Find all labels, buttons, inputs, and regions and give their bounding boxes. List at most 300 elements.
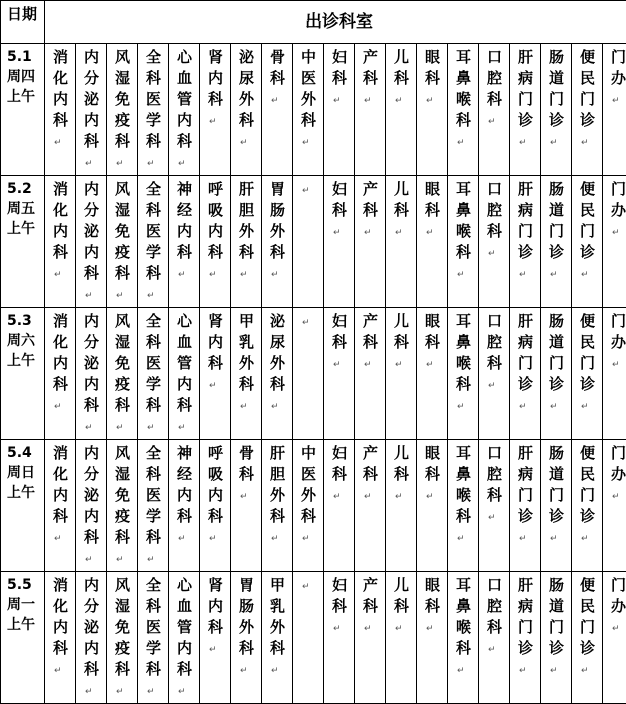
cell-end-mark: ↵ [581, 402, 589, 412]
cell-end-mark: ↵ [612, 492, 620, 502]
department-name: 便民门诊 [580, 180, 595, 261]
department-name: 中医外科 [301, 48, 316, 129]
department-cell [107, 440, 138, 572]
cell-end-mark: ↵ [147, 423, 155, 433]
cell-end-mark: ↵ [240, 402, 248, 412]
department-name: 心血管内科 [177, 576, 192, 678]
cell-end-mark: ↵ [426, 96, 434, 106]
department-name: 甲乳外科 [270, 576, 285, 657]
department-name: 妇科 [332, 48, 347, 87]
cell-end-mark: ↵ [240, 270, 248, 280]
department-name: 肾内科 [208, 576, 223, 636]
department-name: 全科医学科 [146, 180, 161, 282]
department-name: 耳鼻喉科 [456, 576, 471, 657]
cell-end-mark: ↵ [271, 666, 279, 676]
cell-end-mark: ↵ [519, 402, 527, 412]
department-name: 妇科 [332, 444, 347, 483]
cell-end-mark: ↵ [550, 402, 558, 412]
department-cell [386, 572, 417, 704]
cell-end-mark: ↵ [550, 534, 558, 544]
cell-end-mark: ↵ [209, 270, 217, 280]
department-cell [293, 572, 324, 704]
department-cell [169, 176, 200, 308]
department-cell [386, 440, 417, 572]
department-name: 肝病门诊 [518, 312, 533, 393]
department-name: 儿科 [394, 312, 409, 351]
department-cell [231, 176, 262, 308]
date-cell [1, 572, 45, 704]
cell-end-mark: ↵ [302, 534, 310, 544]
department-name: 产科 [363, 576, 378, 615]
cell-end-mark: ↵ [147, 687, 155, 697]
department-name: 门办 [611, 48, 626, 87]
cell-end-mark: ↵ [178, 687, 186, 697]
department-name: 便民门诊 [580, 312, 595, 393]
department-name: 眼科 [425, 48, 440, 87]
department-name: 眼科 [425, 444, 440, 483]
department-cell [324, 44, 355, 176]
cell-end-mark: ↵ [581, 138, 589, 148]
department-cell [293, 176, 324, 308]
department-cell [293, 308, 324, 440]
department-cell [138, 308, 169, 440]
cell-end-mark: ↵ [147, 159, 155, 169]
department-cell [231, 308, 262, 440]
cell-end-mark: ↵ [178, 159, 186, 169]
department-name: 骨科 [270, 48, 285, 87]
department-name: 肝病门诊 [518, 48, 533, 129]
department-name: 心血管内科 [177, 48, 192, 150]
cell-end-mark: ↵ [426, 360, 434, 370]
department-name: 产科 [363, 312, 378, 351]
department-cell [572, 308, 603, 440]
cell-end-mark: ↵ [457, 666, 465, 676]
department-cell [603, 176, 626, 308]
department-cell [386, 176, 417, 308]
department-cell [417, 308, 448, 440]
department-name: 肾内科 [208, 312, 223, 372]
department-cell [262, 308, 293, 440]
cell-end-mark: ↵ [457, 534, 465, 544]
cell-end-mark: ↵ [116, 159, 124, 169]
department-name: 内分泌内科 [84, 444, 99, 546]
department-name: 消化内科 [53, 180, 68, 261]
cell-end-mark: ↵ [395, 96, 403, 106]
department-name: 门办 [611, 576, 626, 615]
cell-end-mark: ↵ [364, 228, 372, 238]
department-cell [324, 176, 355, 308]
department-name: 呼吸内科 [208, 180, 223, 261]
department-name: 肝病门诊 [518, 180, 533, 261]
cell-end-mark: ↵ [54, 666, 62, 676]
department-cell [45, 176, 76, 308]
cell-end-mark: ↵ [519, 666, 527, 676]
cell-end-mark: ↵ [488, 381, 496, 391]
department-cell [448, 176, 479, 308]
cell-end-mark: ↵ [209, 534, 217, 544]
department-name: 便民门诊 [580, 576, 595, 657]
cell-end-mark: ↵ [85, 423, 93, 433]
department-name: 肠道门诊 [549, 48, 564, 129]
cell-end-mark: ↵ [116, 291, 124, 301]
department-name: 消化内科 [53, 312, 68, 393]
cell-end-mark: ↵ [302, 318, 310, 328]
department-name: 儿科 [394, 48, 409, 87]
department-cell [231, 440, 262, 572]
department-cell [293, 440, 324, 572]
cell-end-mark: ↵ [395, 228, 403, 238]
department-cell [169, 572, 200, 704]
department-cell [200, 440, 231, 572]
cell-end-mark: ↵ [612, 624, 620, 634]
department-cell [324, 572, 355, 704]
cell-end-mark: ↵ [426, 624, 434, 634]
date-text: 5.5周一上午 [7, 577, 35, 633]
department-name: 肠道门诊 [549, 444, 564, 525]
cell-end-mark: ↵ [333, 96, 341, 106]
department-name: 耳鼻喉科 [456, 312, 471, 393]
cell-end-mark: ↵ [147, 555, 155, 565]
department-name: 妇科 [332, 180, 347, 219]
department-cell [138, 572, 169, 704]
cell-end-mark: ↵ [271, 402, 279, 412]
department-name: 肝胆外科 [239, 180, 254, 261]
department-name: 甲乳外科 [239, 312, 254, 393]
department-title: 出诊科室 [45, 1, 626, 44]
department-cell [355, 44, 386, 176]
department-name: 内分泌内科 [84, 48, 99, 150]
cell-end-mark: ↵ [209, 645, 217, 655]
department-cell [231, 572, 262, 704]
cell-end-mark: ↵ [364, 624, 372, 634]
department-cell [169, 44, 200, 176]
cell-end-mark: ↵ [426, 492, 434, 502]
department-cell [417, 176, 448, 308]
department-name: 口腔科 [487, 576, 502, 636]
cell-end-mark: ↵ [178, 270, 186, 280]
department-name: 泌尿外科 [239, 48, 254, 129]
department-name: 神经内科 [177, 444, 192, 525]
department-cell [541, 572, 572, 704]
department-cell [76, 176, 107, 308]
department-cell [324, 440, 355, 572]
cell-end-mark: ↵ [488, 645, 496, 655]
department-cell [386, 308, 417, 440]
department-cell [603, 440, 626, 572]
department-cell [448, 440, 479, 572]
cell-end-mark: ↵ [209, 381, 217, 391]
department-cell [262, 176, 293, 308]
department-cell [76, 572, 107, 704]
department-cell [324, 308, 355, 440]
schedule-row [1, 440, 626, 572]
department-name: 全科医学科 [146, 312, 161, 414]
cell-end-mark: ↵ [240, 138, 248, 148]
cell-end-mark: ↵ [178, 534, 186, 544]
cell-end-mark: ↵ [519, 270, 527, 280]
department-name: 肝病门诊 [518, 444, 533, 525]
department-name: 泌尿外科 [270, 312, 285, 393]
department-cell [107, 44, 138, 176]
cell-end-mark: ↵ [333, 228, 341, 238]
department-name: 眼科 [425, 312, 440, 351]
department-name: 肠道门诊 [549, 312, 564, 393]
department-name: 门办 [611, 312, 626, 351]
cell-end-mark: ↵ [519, 138, 527, 148]
department-name: 风湿免疫科 [115, 180, 130, 282]
department-name: 风湿免疫科 [115, 48, 130, 150]
department-name: 全科医学科 [146, 48, 161, 150]
department-name: 妇科 [332, 312, 347, 351]
date-cell [1, 44, 45, 176]
department-cell [479, 440, 510, 572]
department-cell [200, 44, 231, 176]
department-name: 胃肠外科 [270, 180, 285, 261]
department-name: 风湿免疫科 [115, 312, 130, 414]
cell-end-mark: ↵ [612, 360, 620, 370]
department-cell [262, 44, 293, 176]
department-name: 儿科 [394, 180, 409, 219]
department-cell [355, 440, 386, 572]
department-cell [479, 176, 510, 308]
department-cell [138, 440, 169, 572]
department-cell [603, 308, 626, 440]
cell-end-mark: ↵ [519, 534, 527, 544]
department-name: 骨科 [239, 444, 254, 483]
department-name: 门办 [611, 180, 626, 219]
department-name: 呼吸内科 [208, 444, 223, 525]
department-cell [355, 176, 386, 308]
department-cell [479, 44, 510, 176]
date-cell [1, 308, 45, 440]
department-name: 口腔科 [487, 312, 502, 372]
cell-end-mark: ↵ [240, 492, 248, 502]
department-cell [262, 440, 293, 572]
department-cell [541, 176, 572, 308]
cell-end-mark: ↵ [240, 666, 248, 676]
department-name: 口腔科 [487, 48, 502, 108]
department-cell [572, 572, 603, 704]
cell-end-mark: ↵ [550, 138, 558, 148]
cell-end-mark: ↵ [612, 228, 620, 238]
cell-end-mark: ↵ [85, 687, 93, 697]
department-cell [510, 440, 541, 572]
cell-end-mark: ↵ [85, 159, 93, 169]
cell-end-mark: ↵ [302, 138, 310, 148]
cell-end-mark: ↵ [178, 423, 186, 433]
cell-end-mark: ↵ [364, 96, 372, 106]
department-cell [200, 176, 231, 308]
department-name: 儿科 [394, 444, 409, 483]
department-name: 中医外科 [301, 444, 316, 525]
cell-end-mark: ↵ [333, 360, 341, 370]
department-cell [76, 440, 107, 572]
schedule-row [1, 176, 626, 308]
date-text: 5.2周五上午 [7, 181, 35, 237]
department-cell [417, 44, 448, 176]
department-cell [479, 572, 510, 704]
department-cell [107, 308, 138, 440]
department-cell [200, 308, 231, 440]
cell-end-mark: ↵ [302, 582, 310, 592]
department-name: 风湿免疫科 [115, 444, 130, 546]
department-name: 耳鼻喉科 [456, 180, 471, 261]
department-name: 门办 [611, 444, 626, 483]
cell-end-mark: ↵ [85, 291, 93, 301]
department-cell [417, 572, 448, 704]
department-name: 妇科 [332, 576, 347, 615]
cell-end-mark: ↵ [395, 360, 403, 370]
cell-end-mark: ↵ [271, 270, 279, 280]
department-name: 风湿免疫科 [115, 576, 130, 678]
department-name: 便民门诊 [580, 444, 595, 525]
department-cell [510, 176, 541, 308]
date-text: 5.1周四上午 [7, 49, 35, 105]
department-name: 口腔科 [487, 180, 502, 240]
schedule-row [1, 44, 626, 176]
department-cell [541, 308, 572, 440]
department-cell [231, 44, 262, 176]
cell-end-mark: ↵ [426, 228, 434, 238]
department-cell [510, 44, 541, 176]
department-name: 胃肠外科 [239, 576, 254, 657]
department-name: 眼科 [425, 576, 440, 615]
department-cell [76, 44, 107, 176]
department-cell [386, 44, 417, 176]
department-cell [355, 572, 386, 704]
department-cell [541, 44, 572, 176]
department-cell [355, 308, 386, 440]
department-name: 产科 [363, 180, 378, 219]
department-cell [417, 440, 448, 572]
department-cell [45, 440, 76, 572]
cell-end-mark: ↵ [302, 186, 310, 196]
department-cell [45, 572, 76, 704]
department-name: 消化内科 [53, 48, 68, 129]
schedule-row [1, 572, 626, 704]
department-name: 肾内科 [208, 48, 223, 108]
department-cell [138, 176, 169, 308]
cell-end-mark: ↵ [364, 360, 372, 370]
department-cell [138, 44, 169, 176]
department-cell [45, 44, 76, 176]
cell-end-mark: ↵ [550, 666, 558, 676]
department-cell [448, 572, 479, 704]
department-name: 内分泌内科 [84, 312, 99, 414]
date-cell [1, 440, 45, 572]
department-cell [107, 176, 138, 308]
department-name: 心血管内科 [177, 312, 192, 414]
cell-end-mark: ↵ [550, 270, 558, 280]
department-name: 消化内科 [53, 444, 68, 525]
department-name: 神经内科 [177, 180, 192, 261]
department-name: 肝病门诊 [518, 576, 533, 657]
department-cell [541, 440, 572, 572]
cell-end-mark: ↵ [457, 402, 465, 412]
department-cell [169, 440, 200, 572]
department-name: 儿科 [394, 576, 409, 615]
cell-end-mark: ↵ [457, 270, 465, 280]
cell-end-mark: ↵ [457, 138, 465, 148]
header-row [1, 1, 626, 44]
department-cell [200, 572, 231, 704]
department-name: 产科 [363, 444, 378, 483]
date-text: 5.4周日上午 [7, 445, 35, 501]
department-cell [448, 44, 479, 176]
department-name: 口腔科 [487, 444, 502, 504]
cell-end-mark: ↵ [581, 666, 589, 676]
department-cell [603, 572, 626, 704]
department-name: 耳鼻喉科 [456, 444, 471, 525]
cell-end-mark: ↵ [209, 117, 217, 127]
department-name: 耳鼻喉科 [456, 48, 471, 129]
department-cell [293, 44, 324, 176]
department-cell [107, 572, 138, 704]
cell-end-mark: ↵ [271, 534, 279, 544]
department-name: 眼科 [425, 180, 440, 219]
cell-end-mark: ↵ [54, 270, 62, 280]
cell-end-mark: ↵ [54, 138, 62, 148]
cell-end-mark: ↵ [147, 291, 155, 301]
department-cell [572, 440, 603, 572]
department-cell [572, 44, 603, 176]
cell-end-mark: ↵ [333, 492, 341, 502]
department-name: 消化内科 [53, 576, 68, 657]
cell-end-mark: ↵ [54, 534, 62, 544]
department-cell [76, 308, 107, 440]
cell-end-mark: ↵ [395, 624, 403, 634]
cell-end-mark: ↵ [116, 687, 124, 697]
schedule-row [1, 308, 626, 440]
cell-end-mark: ↵ [54, 402, 62, 412]
cell-end-mark: ↵ [116, 555, 124, 565]
department-cell [448, 308, 479, 440]
department-cell [262, 572, 293, 704]
department-name: 肠道门诊 [549, 576, 564, 657]
department-name: 肝胆外科 [270, 444, 285, 525]
cell-end-mark: ↵ [612, 96, 620, 106]
date-text: 5.3周六上午 [7, 313, 35, 369]
cell-end-mark: ↵ [364, 492, 372, 502]
department-cell [572, 176, 603, 308]
cell-end-mark: ↵ [488, 117, 496, 127]
cell-end-mark: ↵ [271, 96, 279, 106]
department-cell [45, 308, 76, 440]
department-cell [169, 308, 200, 440]
department-cell [510, 308, 541, 440]
department-name: 内分泌内科 [84, 180, 99, 282]
cell-end-mark: ↵ [488, 249, 496, 259]
cell-end-mark: ↵ [488, 513, 496, 523]
cell-end-mark: ↵ [581, 270, 589, 280]
department-name: 产科 [363, 48, 378, 87]
cell-end-mark: ↵ [395, 492, 403, 502]
department-name: 全科医学科 [146, 444, 161, 546]
date-column-header: 日期 [1, 1, 45, 44]
department-cell [603, 44, 626, 176]
date-cell [1, 176, 45, 308]
cell-end-mark: ↵ [116, 423, 124, 433]
cell-end-mark: ↵ [581, 534, 589, 544]
department-cell [510, 572, 541, 704]
department-cell [479, 308, 510, 440]
department-name: 肠道门诊 [549, 180, 564, 261]
cell-end-mark: ↵ [333, 624, 341, 634]
department-name: 内分泌内科 [84, 576, 99, 678]
department-name: 便民门诊 [580, 48, 595, 129]
department-name: 全科医学科 [146, 576, 161, 678]
cell-end-mark: ↵ [85, 555, 93, 565]
